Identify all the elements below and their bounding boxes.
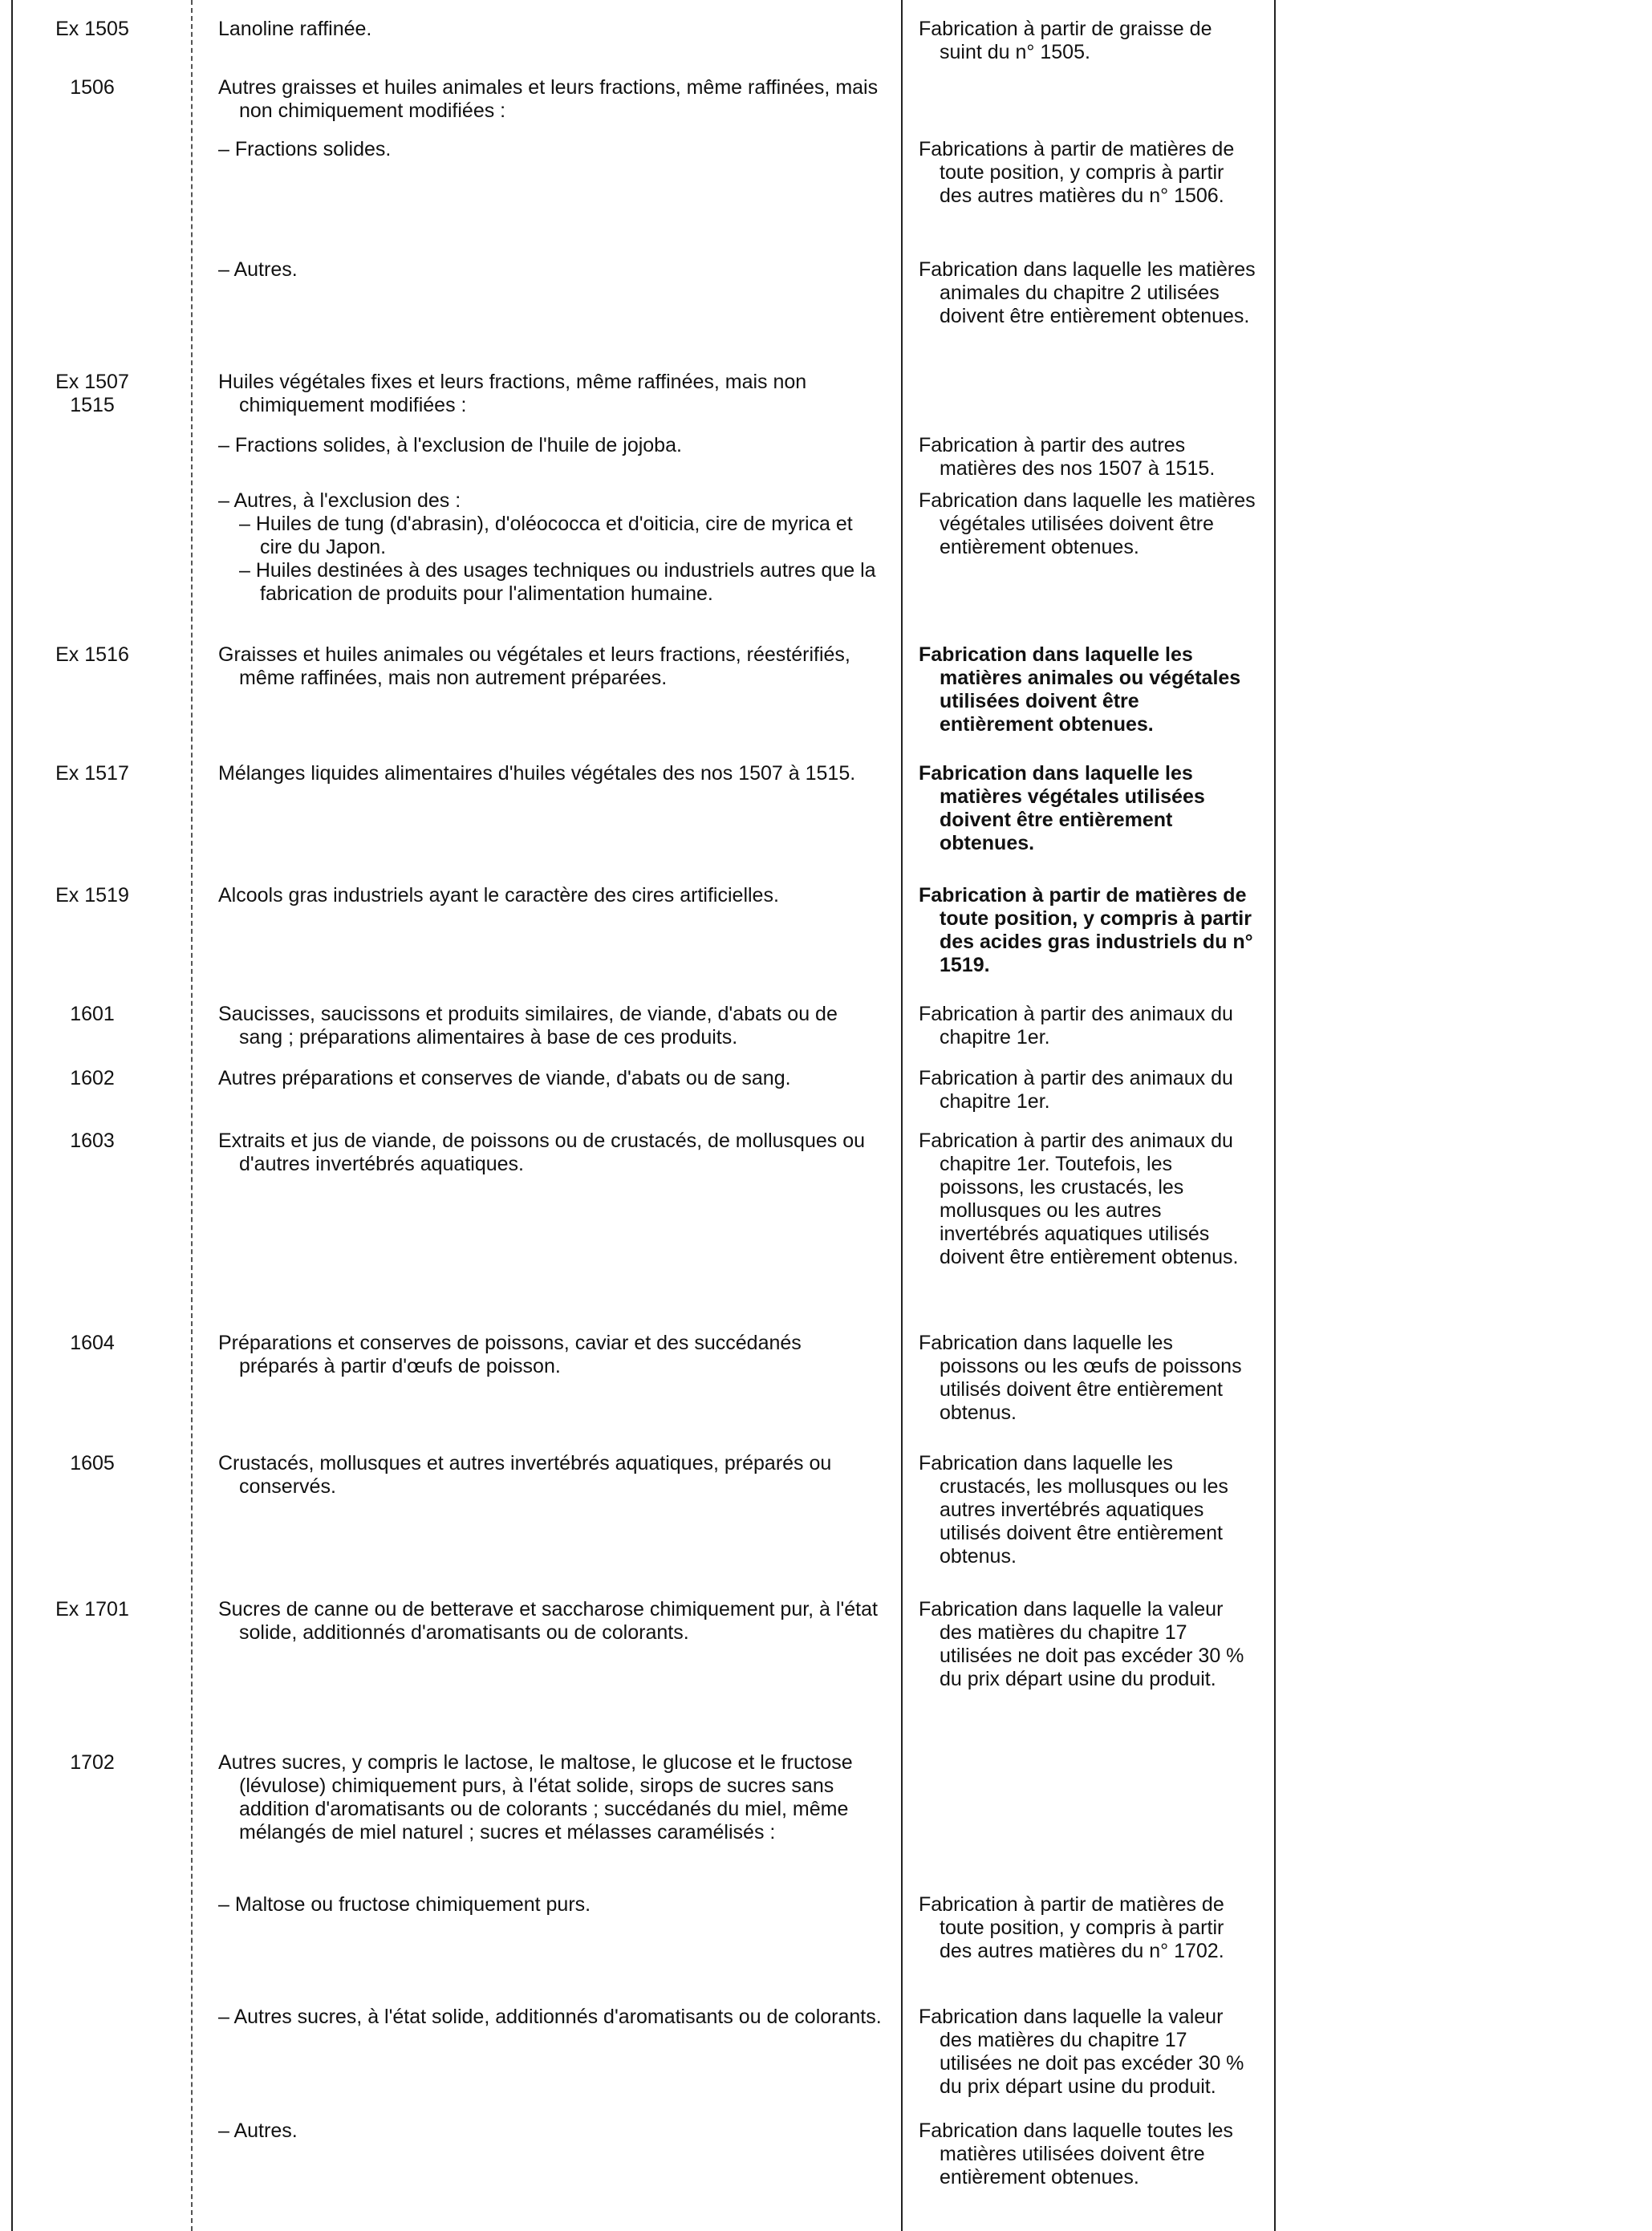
heading-code [32, 1332, 152, 1355]
heading-code [32, 18, 152, 41]
product-description [218, 258, 884, 282]
origin-rule [919, 1332, 1256, 1425]
origin-rule-text: Fabrication à partir des autres matières des nos 1507 à 1515. [919, 434, 1216, 480]
heading-code-line: Ex 1701 [55, 1598, 129, 1621]
product-description-text: Alcools gras industriels ayant le caractère des cires artificielles. [218, 884, 779, 907]
heading-code [32, 1067, 152, 1090]
origin-rule [919, 1452, 1256, 1568]
heading-code-line: 1515 [70, 394, 115, 416]
product-description-text: Autres préparations et conserves de viande, d'abats ou de sang. [218, 1067, 791, 1089]
column-divider-code [191, 0, 193, 2231]
product-exclusion-item: – Huiles de tung (d'abrasin), d'oléococca et d'oiticia, cire de myrica et cire du Japon. [239, 513, 853, 558]
heading-code-line: 1506 [70, 76, 115, 99]
heading-code [32, 1452, 152, 1475]
product-description-text: – Autres, à l'exclusion des : [218, 489, 461, 512]
origin-rule-text: Fabrication dans laquelle la valeur des matières du chapitre 17 utilisées ne doit pas excéder 30 % du prix départ usine du produit. [919, 2006, 1244, 2098]
product-exclusion-item: – Huiles destinées à des usages techniques ou industriels autres que la fabrication de produits pour l'alimentation humaine. [239, 559, 876, 605]
heading-code [32, 76, 152, 99]
origin-rule [919, 138, 1256, 208]
heading-code-line: Ex 1507 [55, 371, 129, 393]
heading-code-line: Ex 1505 [55, 18, 129, 40]
origin-rule-text: Fabrication à partir des animaux du chapitre 1er. [919, 1067, 1233, 1113]
product-description-text: Autres graisses et huiles animales et leurs fractions, même raffinées, mais non chimiquement modifiées : [218, 76, 879, 122]
origin-rule-text: Fabrication à partir de graisse de suint du n° 1505. [919, 18, 1212, 63]
origin-rule-text: Fabrication dans laquelle les matières animales ou végétales utilisées doivent être entièrement obtenues. [919, 643, 1241, 736]
heading-code-line: 1603 [70, 1130, 115, 1152]
product-description-text: Mélanges liquides alimentaires d'huiles végétales des nos 1507 à 1515. [218, 762, 856, 785]
origin-rule [919, 1598, 1256, 1691]
column-divider-rule [1274, 0, 1276, 2231]
origin-rule-text: Fabrication à partir de matières de toute position, y compris à partir des acides gras industriels du n° 1519. [919, 884, 1253, 976]
product-description [218, 138, 884, 161]
product-description-text: Crustacés, mollusques et autres invertébrés aquatiques, préparés ou conservés. [218, 1452, 832, 1498]
origin-rule-text: Fabrication dans laquelle les poissons ou les œufs de poissons utilisés doivent être entièrement obtenus. [919, 1332, 1242, 1424]
product-description [218, 489, 884, 606]
product-description-text: – Fractions solides. [218, 138, 392, 160]
heading-code-line: Ex 1516 [55, 643, 129, 666]
origin-rule-text: Fabrication dans laquelle les matières animales du chapitre 2 utilisées doivent être entièrement obtenues. [919, 258, 1256, 327]
product-description [218, 434, 884, 457]
product-description [218, 2006, 884, 2029]
product-description [218, 1130, 884, 1176]
product-description-text: Graisses et huiles animales ou végétales et leurs fractions, réestérifiés, même raffinées, mais non autrement préparées. [218, 643, 850, 689]
origin-rule [919, 2119, 1256, 2189]
origin-rule-text: Fabrication à partir des animaux du chapitre 1er. [919, 1003, 1233, 1049]
product-description-text: – Fractions solides, à l'exclusion de l'huile de jojoba. [218, 434, 682, 456]
product-description-text: – Autres. [218, 2119, 298, 2142]
origin-rule-text: Fabrication dans laquelle toutes les matières utilisées doivent être entièrement obtenues. [919, 2119, 1233, 2188]
product-description-heading [218, 371, 884, 417]
product-description [218, 1332, 884, 1378]
heading-code [32, 371, 152, 417]
origin-rule [919, 258, 1256, 328]
origin-rule [919, 762, 1256, 855]
heading-code [32, 1598, 152, 1621]
origin-rule [919, 643, 1256, 736]
origin-rule [919, 884, 1256, 977]
product-description [218, 1598, 884, 1645]
column-divider-description [901, 0, 903, 2231]
origin-rule [919, 2006, 1256, 2099]
product-description [218, 884, 884, 907]
product-description-text: Extraits et jus de viande, de poissons ou de crustacés, de mollusques ou d'autres invertébrés aquatiques. [218, 1130, 866, 1175]
heading-code [32, 643, 152, 667]
origin-rule-text: Fabrication dans laquelle la valeur des matières du chapitre 17 utilisées ne doit pas excéder 30 % du prix départ usine du produit. [919, 1598, 1244, 1690]
product-description-text: – Autres. [218, 258, 298, 281]
origin-rule-text: Fabrications à partir de matières de toute position, y compris à partir des autres matières du n° 1506. [919, 138, 1235, 207]
origin-rule-text: Fabrication à partir de matières de toute position, y compris à partir des autres matières du n° 1702. [919, 1893, 1224, 1962]
product-description-text: Huiles végétales fixes et leurs fractions, même raffinées, mais non chimiquement modifiées : [218, 371, 807, 416]
product-description [218, 1893, 884, 1917]
product-description-text: – Maltose ou fructose chimiquement purs. [218, 1893, 591, 1916]
origin-rule [919, 1130, 1256, 1269]
heading-code [32, 1751, 152, 1775]
origin-rule [919, 489, 1256, 559]
heading-code-line: 1601 [70, 1003, 115, 1025]
origin-rule-text: Fabrication dans laquelle les matières végétales utilisées doivent être entièrement obtenues. [919, 762, 1205, 854]
heading-code-line: 1604 [70, 1332, 115, 1354]
product-description [218, 762, 884, 785]
product-description-text: Sucres de canne ou de betterave et saccharose chimiquement pur, à l'état solide, additionnés d'aromatisants ou de colorants. [218, 1598, 878, 1644]
product-description [218, 1067, 884, 1090]
product-description [218, 2119, 884, 2143]
origin-rule [919, 1003, 1256, 1049]
heading-code [32, 1003, 152, 1026]
heading-code [32, 1130, 152, 1153]
origin-rule [919, 1893, 1256, 1963]
product-description-text: Préparations et conserves de poissons, caviar et des succédanés préparés à partir d'œufs de poisson. [218, 1332, 802, 1377]
product-description [218, 18, 884, 41]
product-description [218, 1452, 884, 1499]
heading-code-line: 1605 [70, 1452, 115, 1474]
heading-code-line: 1702 [70, 1751, 115, 1774]
product-description-text: Lanoline raffinée. [218, 18, 372, 40]
origin-rule-text: Fabrication dans laquelle les matières végétales utilisées doivent être entièrement obtenues. [919, 489, 1256, 558]
origin-rule [919, 1067, 1256, 1113]
heading-code [32, 762, 152, 785]
product-description [218, 643, 884, 690]
origin-rule [919, 18, 1256, 64]
heading-code-line: Ex 1519 [55, 884, 129, 907]
product-description-heading [218, 1751, 884, 1844]
origin-rule-text: Fabrication dans laquelle les crustacés, les mollusques ou les autres invertébrés aquatiques utilisés doivent être entièrement obtenus. [919, 1452, 1228, 1568]
product-description-text: Autres sucres, y compris le lactose, le maltose, le glucose et le fructose (lévulose) chimiquement purs, à l'état solide, sirops de sucres sans addition d'aromatisants ou de colorants ; succédanés du miel, même mélangés de miel naturel ; sucres et mélasses caramélisés : [218, 1751, 853, 1844]
origin-rule [919, 434, 1256, 481]
table-left-border [11, 0, 13, 2231]
heading-code-line: Ex 1517 [55, 762, 129, 785]
origin-rule-text: Fabrication à partir des animaux du chapitre 1er. Toutefois, les poissons, les crustacés, les mollusques ou les autres invertébrés aquatiques utilisés doivent être entièrement obtenus. [919, 1130, 1239, 1268]
heading-code-line: 1602 [70, 1067, 115, 1089]
heading-code [32, 884, 152, 907]
product-description-heading [218, 76, 884, 123]
product-description-text: Saucisses, saucissons et produits similaires, de viande, d'abats ou de sang ; préparations alimentaires à base de ces produits. [218, 1003, 838, 1049]
product-description-text: – Autres sucres, à l'état solide, additionnés d'aromatisants ou de colorants. [218, 2006, 882, 2028]
product-description [218, 1003, 884, 1049]
